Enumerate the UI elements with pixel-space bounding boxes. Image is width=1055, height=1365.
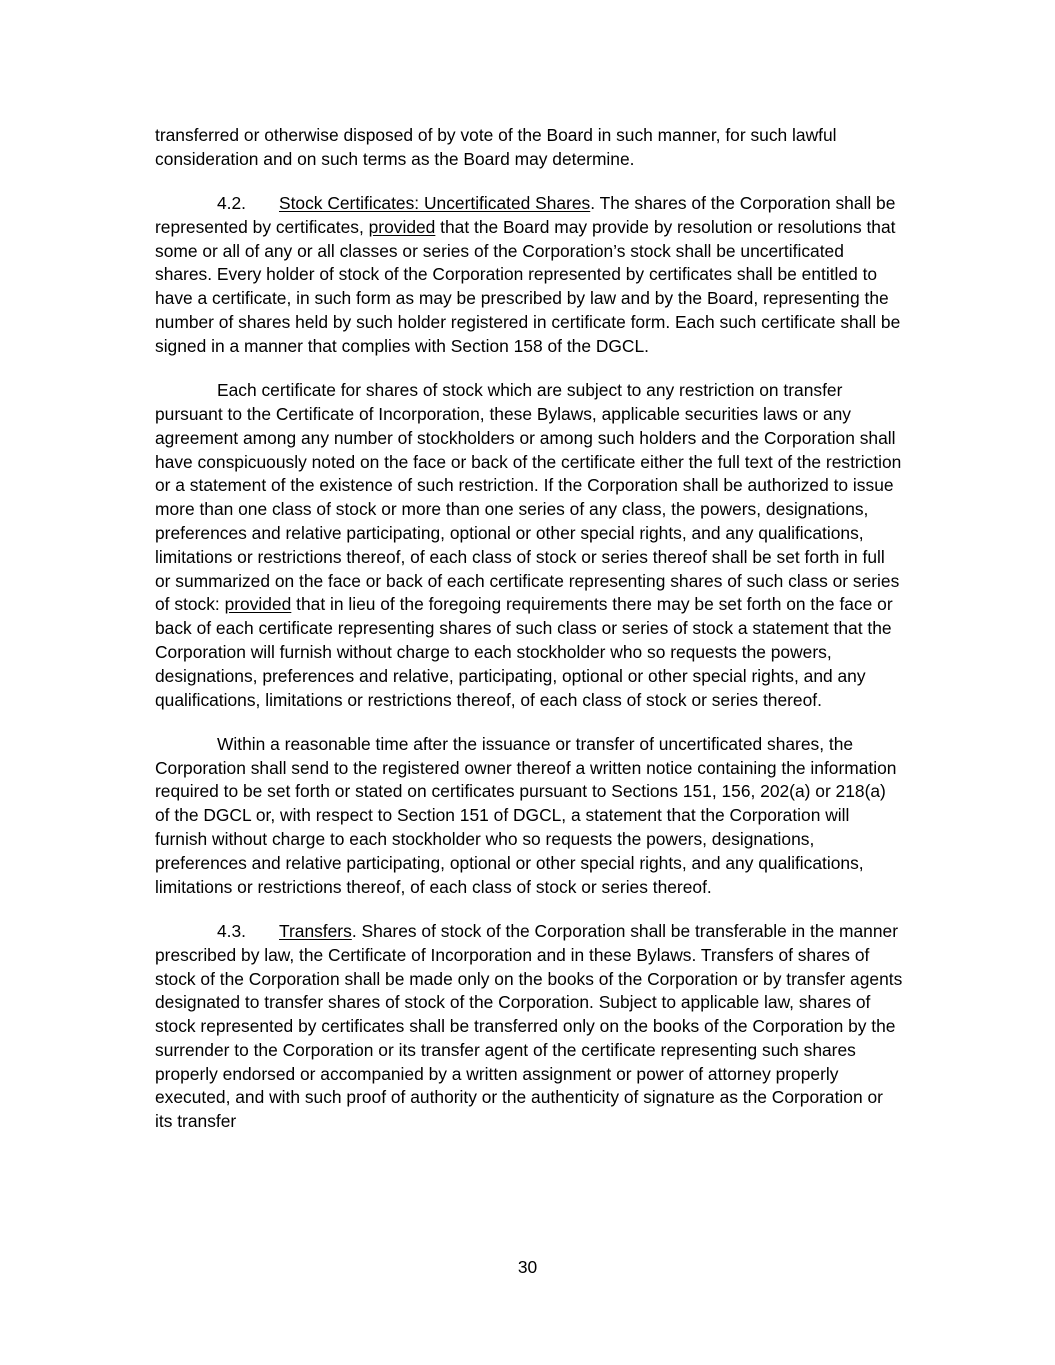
continuation-paragraph: transferred or otherwise disposed of by vote of the Board in such manner, for such lawful consideration and on such terms as the Board may determine. [155, 125, 837, 169]
restriction-paragraph [155, 379, 903, 712]
page-number: 30 [517, 1257, 538, 1277]
paragraph-text: that in lieu of the foregoing requirements there may be set forth on the face or back of each certificate representing shares of such class or series of stock a statement that the Corporation will furnish without charge to each stockholder who so requests the powers, designations, preferences and relative, participating, optional or other special rights, and any qualifications, limitations or restrictions thereof, of each class of stock or series thereof. [155, 594, 893, 710]
paragraph-text: Each certificate for shares of stock which are subject to any restriction on transfer pursuant to the Certificate of Incorporation, these Bylaws, applicable securities laws or any agreement among any number of stockholders or among such holders and the Corporation shall have conspicuously noted on the face or back of the certificate either the full text of the restriction or a statement of the existence of such restriction. If the Corporation shall be authorized to issue more than one class of stock or more than one series of any class, the powers, designations, preferences and relative participating, optional or other special rights, and any qualifications, limitations or restrictions thereof, of each class of stock or series thereof shall be set forth in full or summarized on the face or back of each certificate representing shares of such class or series of stock: [155, 380, 902, 615]
section-text: that the Board may provide by resolution or resolutions that some or all of any or all classes or series of the Corporation’s stock shall be uncertificated shares. Every holder of stock of the Corporation represented by certificates shall be entitled to have a certificate, in such form as may be prescribed by law and by the Board, representing the number of shares held by such holder registered in certificate form. Each such certificate shall be signed in a manner that complies with Section 158 of the DGCL. [155, 216, 901, 356]
section-text: . The shares of the Corporation shall be represented by certificates, [155, 193, 896, 237]
section-number: 4.2. [217, 193, 247, 214]
section-text: . Shares of stock of the Corporation shall be transferable in the manner prescribed by law, the Certificate of Incorporation and in these Bylaws. Transfers of shares of stock of the Corporation shall be made only on the books of the Corporation or by transfer agents designated to transfer shares of stock of the Corporation. Subject to applicable law, shares of stock represented by certificates shall be transferred only on the books of the Corporation by the surrender to the Corporation or its transfer agent of the certificate representing such shares properly endorsed or accompanied by a written assignment or power of attorney properly executed, and with such proof of authority or the authenticity of signature as the Corporation or its transfer [155, 920, 903, 1132]
uncertificated-notice-paragraph: Within a reasonable time after the issuance or transfer of uncertificated shares, the Corporation shall send to the registered owner thereof a written notice containing the information required to be set forth or stated on certificates pursuant to Sections 151, 156, 202(a) or 218(a) of the DGCL or, with respect to Section 151 of DGCL, a statement that the Corporation will furnish without charge to each stockholder who so requests the powers, designations, preferences and relative participating, optional or other special rights, and any qualifications, limitations or restrictions thereof, of each class of stock or series thereof. [155, 733, 897, 897]
section-number: 4.3. [217, 920, 247, 941]
document-page [155, 124, 903, 1155]
section-4-3-paragraph [155, 920, 903, 1134]
section-heading: Transfers [279, 920, 352, 941]
provided-term: provided [368, 216, 436, 237]
section-heading: Stock Certificates: Uncertificated Shares [279, 193, 591, 214]
provided-term: provided [224, 594, 292, 615]
section-4-2-paragraph [155, 192, 903, 359]
